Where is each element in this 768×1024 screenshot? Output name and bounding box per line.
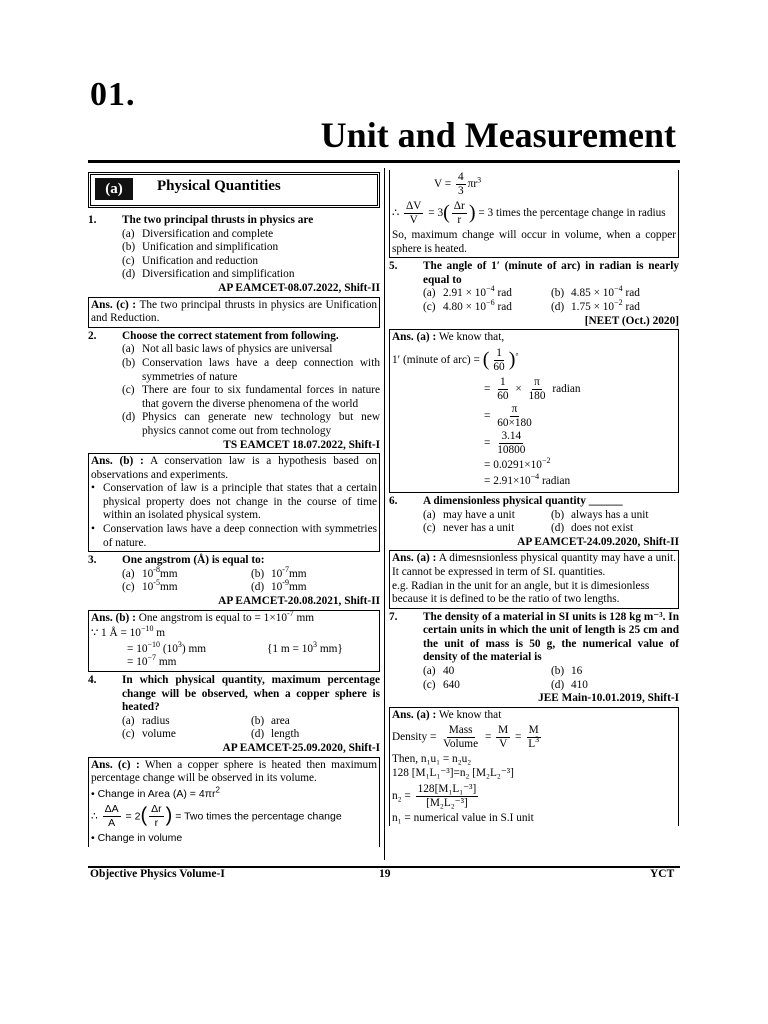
- top-rule: [88, 160, 680, 163]
- option: (d) Physics can generate new technology but new physics cannot come out from technology: [122, 411, 380, 437]
- option: (b) Unification and simplification: [122, 241, 279, 254]
- question-3: 3. One angstrom (Å) is equal to:: [88, 554, 265, 567]
- footer-book-title: Objective Physics Volume-I: [90, 868, 225, 880]
- option: (a) Diversification and complete: [122, 227, 274, 240]
- option-row: (c) never has a unit (d) does not exist: [423, 522, 634, 535]
- exam-source: AP EAMCET-25.09.2020, Shift-I: [222, 741, 380, 754]
- section-tag: (a): [95, 178, 133, 200]
- answer-box: Ans. (c) : When a copper sphere is heated then maximum percentage change will be observed in its volume. • Change in Area $(A) = 4\pi r^2$ ∴ $\frac{\Delta A}{A}$ = 2( $\frac{\Delta r}{r}$ ) = Two times the percentage change • Change in volume: [88, 757, 380, 847]
- math-line: = $\frac{3.14}{10800}$: [484, 429, 526, 456]
- math-line: n₂ = $\frac{\text{128[M₁L₁⁻³]}}{\text{[M₂L₂⁻³]}}$: [392, 782, 477, 809]
- column-divider: [384, 168, 385, 860]
- chapter-number: 01.: [90, 76, 136, 113]
- option-row: (a) radius (b) area: [122, 714, 290, 727]
- answer-box: Ans. (b) : One angstrom is equal to = $1\times 10^{-7}$ mm ∵ 1 Å = $10^{-10}$ m = $10^{-10}$ $(10^3)$ mm {1 $m = 10^3$ mm} = $10^{-7}$ mm: [88, 610, 380, 672]
- answer-box: Ans. (a) : A dimesnsionless physical quantity may have a unit. It cannot be expressed in term of SI. quantities. e.g. Radian in the unit for an angle, but it is dimesionless because it is defined to be the ratio of two lengths.: [389, 550, 679, 608]
- math-line: ∵ 1 Å = $10^{-10}$ m: [91, 624, 166, 640]
- section-title: Physical Quantities: [157, 178, 281, 194]
- option: (d) Diversification and simplification: [122, 268, 295, 281]
- answer-box: Ans. (a) : We know that Density = $\frac{\text{Mass}}{\text{Volume}}$ = $\frac{M}{V}$ = $\frac{M}{L^3}$ Then, n₁u₁ = n₂u₂ 128 [M₁L₁⁻³]=n₂ [M₂L₂⁻³] n₂ = $\frac{\text{128[M₁L₁⁻³]}}{\text{[M₂L₂⁻³]}}$ n₁ = numerical value in S.I unit: [389, 707, 679, 826]
- math-line: V = $\frac{4}{3}$ $\pi r^3$: [434, 171, 482, 197]
- question-5: 5. The angle of 1′ (minute of arc) in radian is nearly equal to: [389, 260, 679, 286]
- answer-text: So, maximum change will occur in volume, when a copper sphere is heated.: [392, 229, 676, 255]
- section-header: [88, 172, 380, 208]
- footer-publisher: YCT: [650, 868, 675, 880]
- math-line: ∴ $\frac{\Delta A}{A}$ = 2( $\frac{\Delta r}{r}$ ) = Two times the percentage change: [91, 803, 342, 830]
- bullet-point: • Conservation laws have a deep connection with symmetries of nature.: [91, 523, 377, 549]
- option: (a) Not all basic laws of physics are universal: [122, 343, 333, 356]
- option-row: (a) 40 (b) 16: [423, 665, 583, 678]
- math-line: • Change in Area $(A) = 4\pi r^2$: [91, 785, 220, 800]
- math-line: 1′ (minute of arc) = ( $\frac{1}{60}$ )°: [392, 346, 519, 373]
- question-4: 4. In which physical quantity, maximum percentage change will be observed, when a copper sphere is heated?: [88, 674, 380, 714]
- question-number: 1.: [88, 214, 97, 226]
- question-text: The two principal thrusts in physics are: [122, 214, 314, 226]
- option-row: (a) $2.91 \times 10^{-4}$ rad (b) $4.85 \times 10^{-4}$ rad: [423, 284, 640, 300]
- left-column: [88, 170, 380, 849]
- math-line: = $\frac{1}{60}$ × $\frac{\pi}{180}$ radian: [484, 375, 581, 402]
- question-2: 2. Choose the correct statement from following.: [88, 329, 339, 342]
- exam-source: TS EAMCET 18.07.2022, Shift-I: [223, 438, 380, 451]
- option: (c) Unification and reduction: [122, 254, 259, 267]
- math-line: ∴ $\frac{\Delta V}{V}$ = 3( $\frac{\Delta r}{r}$ ) = 3 times the percentage change in radius: [392, 200, 666, 226]
- exam-source: AP EAMCET-20.08.2021, Shift-II: [218, 595, 380, 608]
- option-row: (c) $10^{-5}mm$ (d) $10^{-9}mm$: [122, 578, 307, 594]
- question-7: 7. The density of a material in SI units is 128 kg m⁻³. In certain units in which the unit of length is 25 cm and the unit of mass is 50 g, the numerical value of density of the material is: [389, 610, 679, 664]
- math-line: • Change in volume: [91, 832, 183, 845]
- option-row: (c) $4.80 \times 10^{-6}$ rad (d) $1.75 \times 10^{-2}$ rad: [423, 298, 640, 313]
- math-line: = $10^{-10}$ $(10^3)$ mm {1 $m = 10^3$ mm}: [127, 640, 343, 655]
- right-column: [389, 170, 679, 828]
- option-row: (c) 640 (d) 410: [423, 678, 588, 691]
- math-line: Density = $\frac{\text{Mass}}{\text{Volume}}$ = $\frac{M}{V}$ = $\frac{M}{L^3}$: [392, 724, 540, 751]
- option: (c) There are four to six fundamental forces in nature that govern the diverse phenomena of the world: [122, 384, 380, 410]
- math-line: = $0.0291\times 10^{-2}$: [484, 455, 551, 471]
- option-row: (c) volume (d) length: [122, 728, 300, 741]
- exam-source: [NEET (Oct.) 2020]: [584, 314, 679, 327]
- question-6: 6. A dimensionless physical quantity ______: [389, 494, 623, 507]
- answer-box-continued: [389, 170, 679, 258]
- exam-source: AP EAMCET-24.09.2020, Shift-II: [517, 535, 679, 548]
- question-1: [88, 214, 380, 228]
- chapter-title: Unit and Measurement: [320, 115, 676, 155]
- option-row: (a) may have a unit (b) always has a unit: [423, 508, 649, 521]
- answer-box: Ans. (b) : A conservation law is a hypothesis based on observations and experiments. • Conservation of law is a principle that states that a certain physical property does not change in the course of time within an isolated physical system. • Conservation laws have a deep connection with symmetries of nature.: [88, 453, 380, 552]
- option: (b) Conservation laws have a deep connection with symmetries of nature: [122, 356, 380, 383]
- answer-box: Ans. (a) : We know that, 1′ (minute of arc) = ( $\frac{1}{60}$ )° = $\frac{1}{60}$ × $\frac{\pi}{180}$ radian = $\frac{\pi}{60\times 180}$ = $\frac{3.14}{10800}$ = $0.0291\times 10^{-2}$ = $2.91\times 10^{-4}$ radian: [389, 329, 679, 493]
- page-number: 19: [379, 868, 391, 880]
- answer-box: Ans. (c) : The two principal thrusts in physics are Unification and Reduction.: [88, 297, 380, 328]
- bullet-point: • Conservation of law is a principle that states that a certain physical property does not change in the course of time within an isolated physical system.: [91, 482, 377, 522]
- option-row: (a) $10^{-8}mm$ (b) $10^{-7}mm$: [122, 565, 307, 580]
- math-line: = $2.91\times 10^{-4}$ radian: [484, 472, 571, 488]
- math-line: = $10^{-7}$ mm: [127, 653, 177, 669]
- exam-source: AP EAMCET-08.07.2022, Shift-II: [218, 281, 380, 294]
- math-line: = $\frac{\pi}{60\times 180}$: [484, 402, 532, 429]
- exam-source: JEE Main-10.01.2019, Shift-I: [538, 692, 679, 705]
